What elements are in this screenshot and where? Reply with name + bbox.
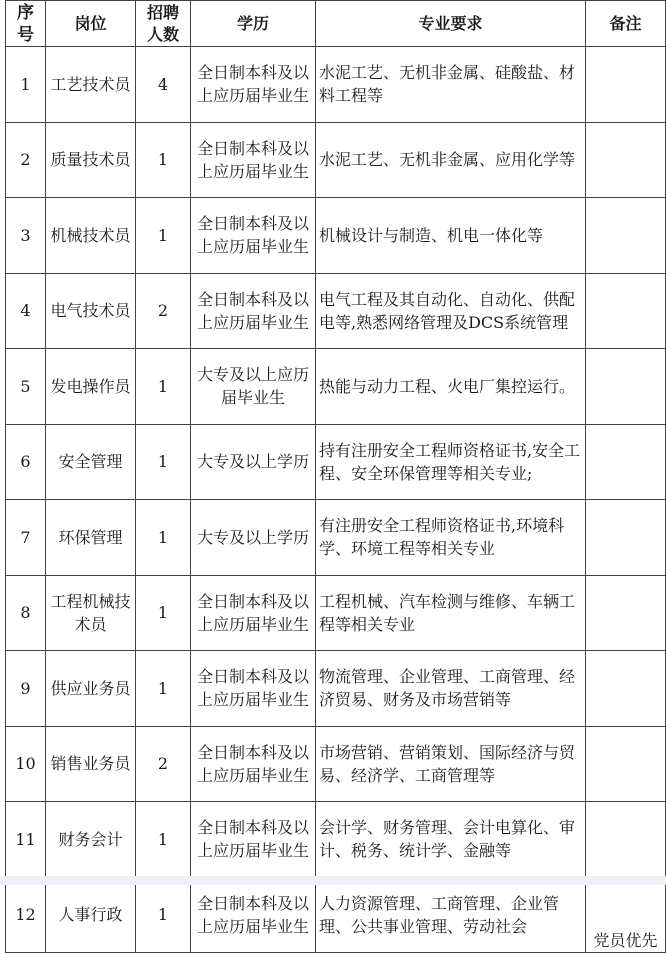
- education-cell: 大专及以上学历: [191, 424, 316, 500]
- hire-count-cell: 1: [136, 349, 191, 425]
- note-cell: [586, 575, 666, 651]
- row-number: 5: [6, 349, 46, 425]
- table-row: [6, 802, 666, 878]
- row-number: 9: [6, 651, 46, 727]
- hire-count-cell: 1: [136, 651, 191, 727]
- row-number: 4: [6, 273, 46, 349]
- table-row: [6, 198, 666, 274]
- note-cell: [586, 47, 666, 123]
- position-cell: 环保管理: [46, 500, 136, 576]
- table-row: [6, 877, 666, 952]
- position-cell: 销售业务员: [46, 726, 136, 802]
- major-requirement-cell: 市场营销、营销策划、国际经济与贸易、经济学、工商管理等: [316, 726, 586, 802]
- table-row: [6, 424, 666, 500]
- education-cell: 大专及以上学历: [191, 500, 316, 576]
- hire-count-cell: 1: [136, 424, 191, 500]
- position-cell: 财务会计: [46, 802, 136, 878]
- position-cell: 人事行政: [46, 877, 136, 952]
- position-cell: 工艺技术员: [46, 47, 136, 123]
- education-cell: 全日制本科及以上应历届毕业生: [191, 47, 316, 123]
- row-number: 8: [6, 575, 46, 651]
- education-cell: 大专及以上应历届毕业生: [191, 349, 316, 425]
- note-cell: [586, 424, 666, 500]
- education-cell: 全日制本科及以上应历届毕业生: [191, 198, 316, 274]
- education-cell: 全日制本科及以上应历届毕业生: [191, 802, 316, 878]
- education-cell: 全日制本科及以上应历届毕业生: [191, 651, 316, 727]
- note-cell: [586, 122, 666, 198]
- major-requirement-cell: 水泥工艺、无机非金属、应用化学等: [316, 122, 586, 198]
- table-row: [6, 575, 666, 651]
- table-row: [6, 47, 666, 123]
- major-requirement-cell: 电气工程及其自动化、自动化、供配电等,熟悉网络管理及DCS系统管理: [316, 273, 586, 349]
- position-cell: 电气技术员: [46, 273, 136, 349]
- education-cell: 全日制本科及以上应历届毕业生: [191, 877, 316, 952]
- education-cell: 全日制本科及以上应历届毕业生: [191, 726, 316, 802]
- position-cell: 供应业务员: [46, 651, 136, 727]
- hire-count-cell: 1: [136, 877, 191, 952]
- header-education: 学历: [191, 1, 316, 47]
- table-header-row: [6, 1, 666, 47]
- hire-count-cell: 1: [136, 802, 191, 878]
- table-row: [6, 122, 666, 198]
- major-requirement-cell: 物流管理、企业管理、工商管理、经济贸易、财务及市场营销等: [316, 651, 586, 727]
- row-number: 7: [6, 500, 46, 576]
- education-cell: 全日制本科及以上应历届毕业生: [191, 273, 316, 349]
- header-major: 专业要求: [316, 1, 586, 47]
- recruitment-table: [5, 0, 666, 953]
- table-row: [6, 726, 666, 802]
- header-seq: 序 号: [6, 1, 46, 47]
- table-row: [6, 651, 666, 727]
- position-cell: 工程机械技术员: [46, 575, 136, 651]
- hire-count-cell: 1: [136, 122, 191, 198]
- hire-count-cell: 1: [136, 198, 191, 274]
- row-number: 3: [6, 198, 46, 274]
- major-requirement-cell: 持有注册安全工程师资格证书,安全工程、安全环保管理等相关专业;: [316, 424, 586, 500]
- note-cell: [586, 726, 666, 802]
- row-number: 2: [6, 122, 46, 198]
- table-row: [6, 273, 666, 349]
- row-number: 10: [6, 726, 46, 802]
- note-cell: [586, 500, 666, 576]
- row-number: 12: [6, 877, 46, 952]
- position-cell: 质量技术员: [46, 122, 136, 198]
- row-number: 6: [6, 424, 46, 500]
- table-row: [6, 500, 666, 576]
- hire-count-cell: 2: [136, 726, 191, 802]
- row-number: 11: [6, 802, 46, 878]
- note-cell: [586, 349, 666, 425]
- note-cell: [586, 198, 666, 274]
- major-requirement-cell: 水泥工艺、无机非金属、硅酸盐、材料工程等: [316, 47, 586, 123]
- education-cell: 全日制本科及以上应历届毕业生: [191, 575, 316, 651]
- hire-count-cell: 2: [136, 273, 191, 349]
- major-requirement-cell: 有注册安全工程师资格证书,环境科学、环境工程等相关专业: [316, 500, 586, 576]
- hire-count-cell: 4: [136, 47, 191, 123]
- major-requirement-cell: 机械设计与制造、机电一体化等: [316, 198, 586, 274]
- major-requirement-cell: 热能与动力工程、火电厂集控运行。: [316, 349, 586, 425]
- bottom-scroll-strip: [0, 876, 666, 885]
- header-note: 备注: [586, 1, 666, 47]
- table-row: [6, 349, 666, 425]
- position-cell: 发电操作员: [46, 349, 136, 425]
- position-cell: 机械技术员: [46, 198, 136, 274]
- major-requirement-cell: 工程机械、汽车检测与维修、车辆工程等相关专业: [316, 575, 586, 651]
- note-cell: [586, 802, 666, 878]
- major-requirement-cell: 会计学、财务管理、会计电算化、审计、税务、统计学、金融等: [316, 802, 586, 878]
- education-cell: 全日制本科及以上应历届毕业生: [191, 122, 316, 198]
- note-cell: [586, 273, 666, 349]
- header-count: 招聘 人数: [136, 1, 191, 47]
- row-number: 1: [6, 47, 46, 123]
- hire-count-cell: 1: [136, 575, 191, 651]
- note-cell: 党员优先: [586, 877, 666, 952]
- major-requirement-cell: 人力资源管理、工商管理、企业管理、公共事业管理、劳动社会: [316, 877, 586, 952]
- position-cell: 安全管理: [46, 424, 136, 500]
- note-cell: [586, 651, 666, 727]
- hire-count-cell: 1: [136, 500, 191, 576]
- header-position: 岗位: [46, 1, 136, 47]
